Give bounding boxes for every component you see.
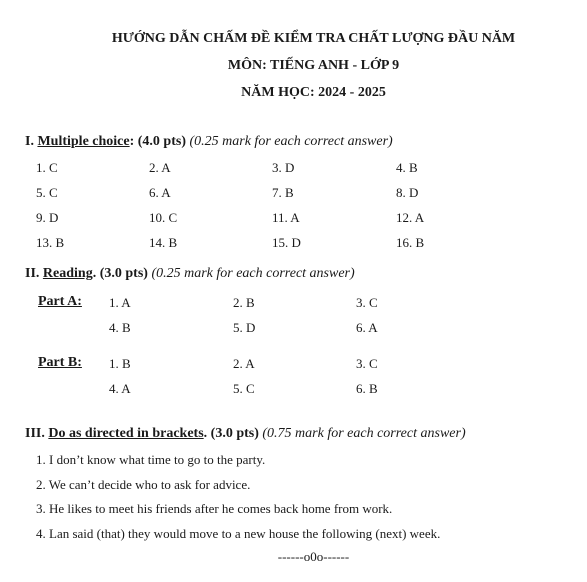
directed-answer: 4. Lan said (that) they would move to a new house the following (next) week. [36, 526, 441, 541]
section2-note: (0.25 mark for each correct answer) [151, 266, 355, 281]
answer-cell: 4. B [396, 160, 418, 175]
doc-year: NĂM HỌC: 2024 - 2025 [241, 85, 386, 100]
section2-points: . (3.0 pts) [92, 266, 152, 281]
section3-prefix: III. [25, 426, 49, 441]
section3-title: Do as directed in brackets [48, 426, 204, 441]
section1-prefix: I. [25, 134, 38, 149]
section2-title: Reading [42, 266, 93, 281]
answer-cell: 3. C [356, 356, 378, 371]
answer-cell: 6. B [356, 381, 378, 396]
footer-separator: ------o0o------ [277, 549, 350, 564]
answer-cell: 10. C [149, 210, 178, 225]
directed-answer: 1. I don’t know what time to go to the party. [36, 452, 266, 467]
directed-answer: 3. He likes to meet his friends after he comes back home from work. [36, 501, 393, 516]
answer-cell: 5. C [36, 185, 58, 200]
answer-cell: 1. A [109, 295, 131, 310]
section1-heading [25, 134, 393, 150]
answer-cell: 6. A [356, 320, 378, 335]
answer-cell: 16. B [396, 235, 425, 250]
answer-cell: 4. B [109, 320, 131, 335]
section3-points: . (3.0 pts) [203, 426, 263, 441]
answer-cell: 6. A [149, 185, 171, 200]
answer-cell: 4. A [109, 381, 131, 396]
answer-cell: 1. B [109, 356, 131, 371]
answer-cell: 2. A [233, 356, 255, 371]
part-b-label: Part B: [38, 355, 82, 370]
answer-cell: 9. D [36, 210, 59, 225]
doc-subject: MÔN: TIẾNG ANH - LỚP 9 [227, 58, 400, 73]
answer-cell: 3. C [356, 295, 378, 310]
directed-answer: 2. We can’t decide who to ask for advice. [36, 477, 251, 492]
answer-cell: 12. A [396, 210, 425, 225]
section1-note: (0.25 mark for each correct answer) [189, 134, 393, 149]
answer-cell: 13. B [36, 235, 65, 250]
answer-cell: 2. B [233, 295, 255, 310]
answer-cell: 11. A [272, 210, 300, 225]
answer-cell: 8. D [396, 185, 419, 200]
answer-cell: 15. D [272, 235, 301, 250]
answer-cell: 14. B [149, 235, 178, 250]
section2-prefix: II. [25, 266, 43, 281]
answer-cell: 5. C [233, 381, 255, 396]
section1-title: Multiple choice [37, 134, 130, 149]
answer-cell: 1. C [36, 160, 58, 175]
answer-cell: 7. B [272, 185, 294, 200]
answer-cell: 2. A [149, 160, 171, 175]
part-a-label: Part A: [38, 294, 82, 309]
section3-heading [25, 426, 466, 442]
answer-cell: 5. D [233, 320, 256, 335]
section1-points: : (4.0 pts) [129, 134, 190, 149]
answer-cell: 3. D [272, 160, 295, 175]
section3-note: (0.75 mark for each correct answer) [262, 426, 466, 441]
doc-title: HƯỚNG DẪN CHẤM ĐỀ KIỂM TRA CHẤT LƯỢNG ĐẦU NĂM [111, 31, 516, 46]
section2-heading [25, 266, 355, 282]
